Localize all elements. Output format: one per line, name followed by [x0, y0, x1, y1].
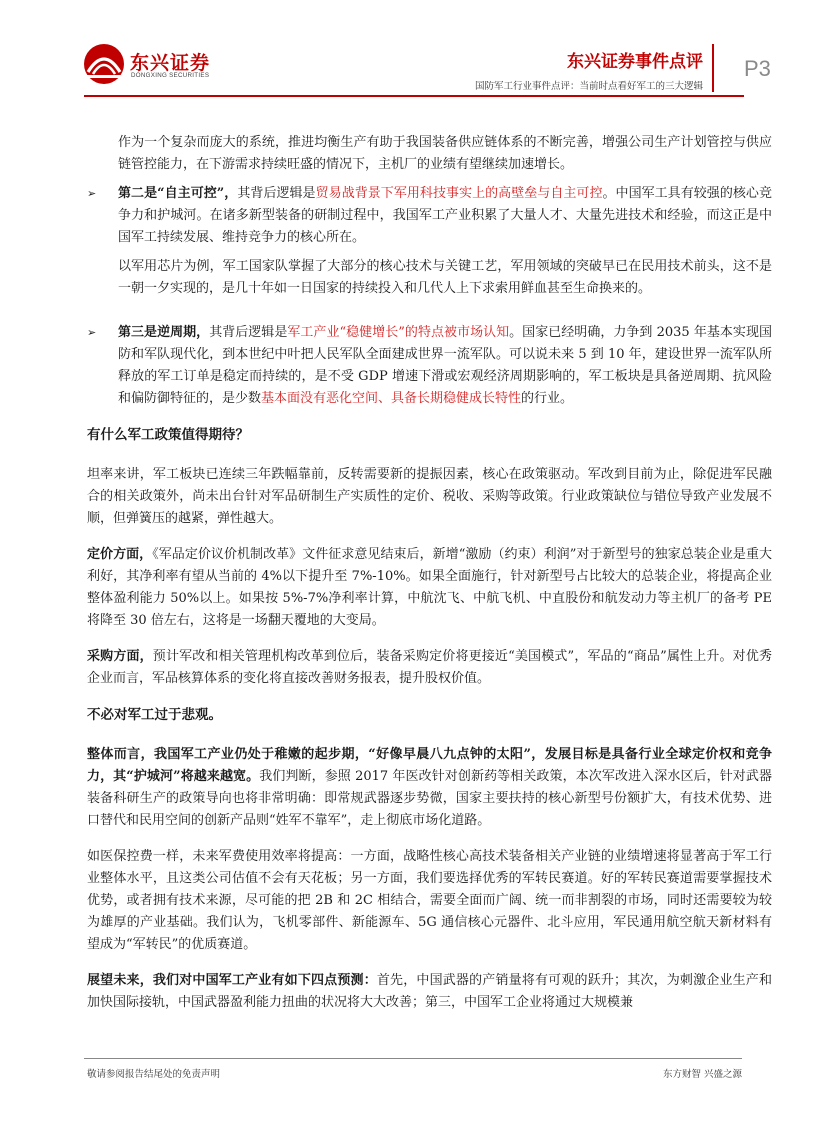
header-divider	[712, 44, 714, 92]
bullet-countercyclical-title: 第三是逆周期，	[118, 325, 210, 340]
bullet-autonomy-text1: 其背后逻辑是	[237, 186, 316, 201]
arrow-bullet-icon: ➢	[87, 187, 97, 200]
bullet-autonomy-text2: 。中国军工具有较强的核心竞争力和护城河。在诸多新型装备的研制过程中，我国军工产业积累了大量人才、大量先进技术和经验，而这正是中国军工持续发展、维持竞争力的核心所在。	[118, 186, 772, 245]
footer-rule	[84, 1058, 742, 1059]
paragraph-military-to-civil: 如医保控费一样，未来军费使用效率将提高：一方面，战略性核心高技术装备相关产业链的业绩增速将显著高于军工行业整体水平，且这类公司估值不会有天花板；另一方面，我们要选择优秀的军转民赛道。好的军转民赛道需要掌握技术优势，或者拥有技术来源，尽可能的把 2B 和 2C 相结合，需要全面而广阔、统一而非割裂的市场，同时还需要较为较为雄厚的产业基础。我们认为，飞机零部件、新能源车、5G 通信核心元器件、北斗应用，军民通用航空航天新材料有望成为“军转民”的优质赛道。	[87, 849, 772, 952]
footer-disclaimer: 敬请参阅报告结尾处的免责声明	[87, 1069, 221, 1080]
bullet-countercyclical-text1: 其背后逻辑是	[209, 325, 288, 340]
bullet-autonomy-title: 第二是“自主可控”，	[118, 186, 238, 201]
bullet-countercyclical-highlight1: 军工产业“稳健增长”的特点被市场认知	[287, 325, 510, 340]
paragraph-military-chips: 以军用芯片为例，军工国家队掌握了大部分的核心技术与关键工艺，军用领域的突破早已在民用技术前头，这不是一朝一夕实现的，是几十年如一日国家的持续投入和几代人上下求索用鲜血甚至生命换来的。	[118, 259, 772, 296]
bullet-countercyclical	[87, 322, 772, 410]
paragraph-pricing	[87, 544, 772, 632]
report-subtitle: 国防军工行业事件点评：当前时点看好军工的三大逻辑	[474, 81, 703, 92]
page-number: P3	[744, 56, 771, 81]
logo-chinese-text: 东兴证券	[130, 52, 211, 74]
paragraph-overall	[87, 744, 772, 832]
section-heading-outlook: 不必对军工过于悲观。	[87, 707, 222, 723]
overall-lead: 整体而言，我国军工产业仍处于稚嫩的起步期，“好像早晨八九点钟的太阳”，发展目标是具备行业全球定价权和竞争力，其“护城河”将越来越宽。	[87, 747, 772, 784]
section-heading-policy: 有什么军工政策值得期待？	[87, 427, 249, 443]
bullet-countercyclical-highlight2: 基本面没有恶化空间、具备长期稳健成长特性	[261, 391, 522, 406]
paragraph-forecast	[87, 970, 772, 1014]
pricing-lead: 定价方面，	[87, 547, 153, 562]
bullet-countercyclical-text2: 。国家已经明确，力争到 2035 年基本实现国防和军队现代化，到本世纪中叶把人民军队全面建成世界一流军队。可以说未来 5 到 10 年，建设世界一流军队所释放的军工订单是稳定而持续的，是不受 GDP 增速下滑或宏观经济周期影响的，军工板块是具备逆周期、抗风险和偏防御特征的，是少数	[118, 325, 772, 406]
report-body	[87, 132, 772, 1014]
forecast-text: 首先，中国武器的产销量将有可观的跃升；其次，为刺激企业生产和加快国际接轨，中国武器盈利能力扭曲的状况将大大改善；第三，中国军工企业将通过大规模兼	[87, 973, 772, 1010]
logo-english-text: DONGXING SECURITIES	[131, 72, 210, 79]
bullet-countercyclical-text3: 的行业。	[521, 391, 574, 406]
dongxing-logo-icon	[82, 42, 126, 86]
header-rule	[84, 95, 744, 97]
overall-text: 我们判断，参照 2017 年医改针对创新药等相关政策，本次军改进入深水区后，针对武器装备科研生产的政策导向也将非常明确：即常规武器逐步势微，国家主要扶持的核心新型号份额扩大，有技术优势、进口替代和民用空间的创新产品则“姓军不靠军”，走上彻底市场化道路。	[87, 769, 772, 828]
company-logo	[82, 42, 222, 86]
paragraph-procurement	[87, 646, 772, 690]
procurement-lead: 采购方面，	[87, 649, 153, 664]
paragraph-supply-chain: 作为一个复杂而庞大的系统，推进均衡生产有助于我国装备供应链体系的不断完善，增强公司生产计划管控与供应链管控能力，在下游需求持续旺盛的情况下，主机厂的业绩有望继续加速增长。	[118, 135, 772, 172]
paragraph-policy-overview: 坦率来讲，军工板块已连续三年跌幅靠前，反转需要新的提振因素，核心在政策驱动。军改到目前为止，除促进军民融合的相关政策外，尚未出台针对军品研制生产实质性的定价、税收、采购等政策。行业政策缺位与错位导致产业发展不顺，但弹簧压的越紧，弹性越大。	[87, 467, 772, 526]
forecast-lead: 展望未来，我们对中国军工产业有如下四点预测：	[87, 973, 377, 988]
pricing-text: 《军品定价议价机制改革》文件征求意见结束后，新增“激励（约束）利润”对于新型号的独家总装企业是重大利好，其净利率有望从当前的 4%以下提升至 7%-10%。如果全面施行，针对新型号占比较大的总装企业，将提高企业整体盈利能力 50%以上。如果按 5%-7%净利率计算，中航沈飞、中航飞机、中直股份和航发动力等主机厂的备考 PE 将降至 30 倍左右，这将是一场翻天覆地的大变局。	[87, 547, 772, 628]
procurement-text: 预计军改和相关管理机构改革到位后，装备采购定价将更接近“美国模式”，军品的“商品”属性上升。对优秀企业而言，军品核算体系的变化将直接改善财务报表，提升股权价值。	[87, 649, 772, 686]
footer-slogan: 东方财智 兴盛之源	[662, 1069, 742, 1080]
report-title: 东兴证券事件点评	[567, 52, 703, 72]
arrow-bullet-icon: ➢	[87, 326, 97, 339]
bullet-autonomy-highlight: 贸易战背景下军用科技事实上的高壁垒与自主可控	[315, 186, 603, 201]
bullet-autonomy	[87, 183, 772, 249]
